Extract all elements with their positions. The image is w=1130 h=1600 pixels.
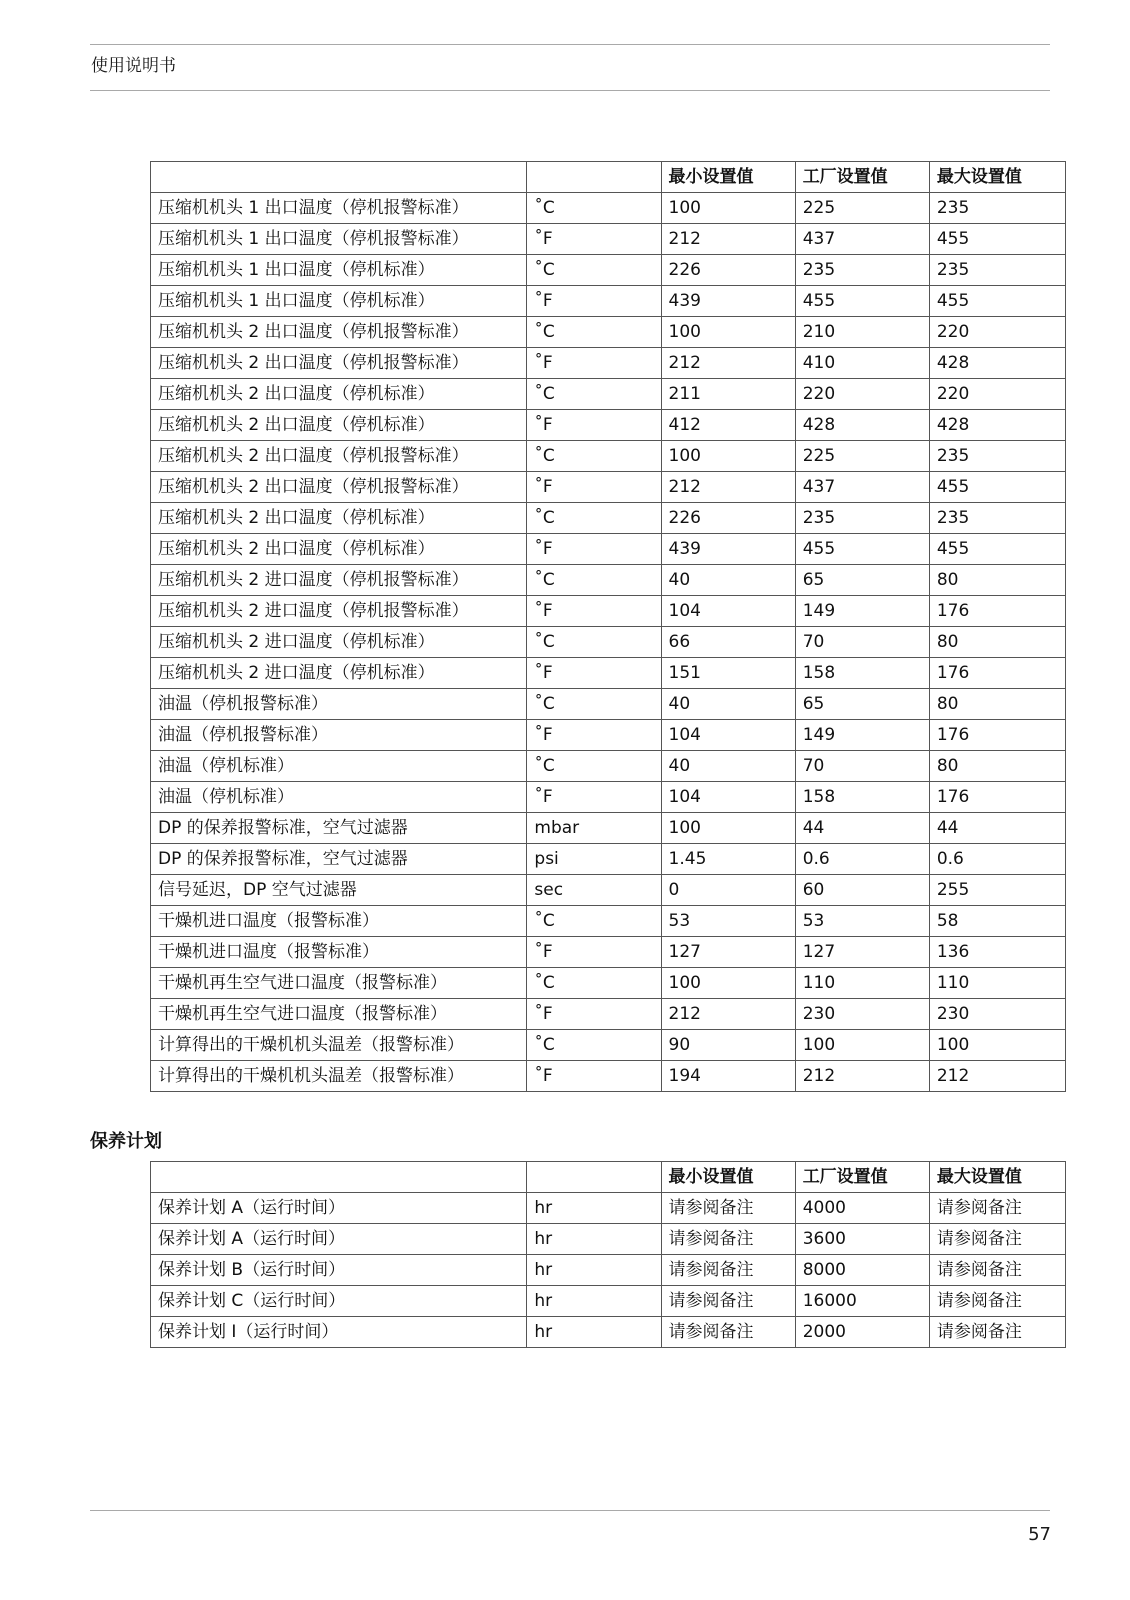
table-row: [151, 472, 1066, 503]
factory-setting-cell: 158: [795, 782, 929, 813]
min-setting-cell: 90: [661, 1030, 795, 1061]
factory-setting-cell: 410: [795, 348, 929, 379]
unit-cell: ˚F: [527, 782, 661, 813]
header-rule-top: [90, 44, 1050, 45]
param-cell: 干燥机进口温度（报警标准）: [151, 937, 527, 968]
param-cell: DP 的保养报警标准，空气过滤器: [151, 813, 527, 844]
document-header-title: 使用说明书: [91, 56, 176, 76]
max-setting-cell: 80: [929, 689, 1065, 720]
param-cell: 干燥机进口温度（报警标准）: [151, 906, 527, 937]
max-setting-cell: 176: [929, 658, 1065, 689]
max-setting-cell: 455: [929, 534, 1065, 565]
param-cell: 保养计划 B（运行时间）: [151, 1255, 527, 1286]
table-row: [151, 1193, 1066, 1224]
param-cell: 压缩机机头 2 进口温度（停机标准）: [151, 658, 527, 689]
factory-setting-cell: 149: [795, 720, 929, 751]
table-row: [151, 534, 1066, 565]
unit-cell: ˚C: [527, 968, 661, 999]
unit-cell: ˚C: [527, 627, 661, 658]
factory-setting-column-header: 工厂设置值: [795, 1162, 929, 1193]
table-row: [151, 193, 1066, 224]
unit-cell: hr: [527, 1317, 661, 1348]
param-cell: 油温（停机报警标准）: [151, 720, 527, 751]
max-setting-cell: 220: [929, 379, 1065, 410]
factory-setting-cell: 220: [795, 379, 929, 410]
param-cell: 压缩机机头 2 进口温度（停机标准）: [151, 627, 527, 658]
min-setting-cell: 100: [661, 193, 795, 224]
max-setting-cell: 428: [929, 348, 1065, 379]
limits-table-body: [151, 193, 1066, 1092]
max-setting-cell: 235: [929, 503, 1065, 534]
max-setting-cell: 80: [929, 565, 1065, 596]
min-setting-cell: 104: [661, 596, 795, 627]
min-setting-cell: 412: [661, 410, 795, 441]
min-setting-cell: 104: [661, 720, 795, 751]
factory-setting-cell: 8000: [795, 1255, 929, 1286]
table-header-row: [151, 1162, 1066, 1193]
param-cell: 压缩机机头 2 出口温度（停机标准）: [151, 379, 527, 410]
min-setting-cell: 请参阅备注: [661, 1193, 795, 1224]
table-row: [151, 875, 1066, 906]
factory-setting-cell: 212: [795, 1061, 929, 1092]
param-cell: 保养计划 A（运行时间）: [151, 1224, 527, 1255]
min-setting-cell: 100: [661, 968, 795, 999]
table-row: [151, 751, 1066, 782]
factory-setting-cell: 16000: [795, 1286, 929, 1317]
min-setting-cell: 439: [661, 534, 795, 565]
unit-cell: ˚F: [527, 596, 661, 627]
unit-column-header: [527, 1162, 661, 1193]
max-setting-cell: 80: [929, 751, 1065, 782]
param-cell: 计算得出的干燥机机头温差（报警标准）: [151, 1061, 527, 1092]
factory-setting-cell: 225: [795, 193, 929, 224]
max-setting-cell: 100: [929, 1030, 1065, 1061]
max-setting-cell: 176: [929, 720, 1065, 751]
factory-setting-cell: 455: [795, 534, 929, 565]
factory-setting-cell: 437: [795, 224, 929, 255]
max-setting-cell: 请参阅备注: [929, 1255, 1065, 1286]
table-row: [151, 503, 1066, 534]
param-cell: 压缩机机头 2 出口温度（停机标准）: [151, 410, 527, 441]
min-setting-cell: 40: [661, 689, 795, 720]
min-setting-cell: 104: [661, 782, 795, 813]
unit-cell: ˚F: [527, 348, 661, 379]
factory-setting-cell: 0.6: [795, 844, 929, 875]
table-row: [151, 565, 1066, 596]
unit-cell: ˚F: [527, 1061, 661, 1092]
header-rule-bottom: [90, 90, 1050, 91]
min-setting-cell: 226: [661, 255, 795, 286]
factory-setting-cell: 70: [795, 751, 929, 782]
footer-rule: [90, 1510, 1050, 1511]
unit-cell: ˚F: [527, 224, 661, 255]
min-setting-cell: 100: [661, 441, 795, 472]
factory-setting-cell: 158: [795, 658, 929, 689]
table-row: [151, 937, 1066, 968]
param-cell: 信号延迟，DP 空气过滤器: [151, 875, 527, 906]
max-setting-cell: 220: [929, 317, 1065, 348]
param-cell: 压缩机机头 2 进口温度（停机报警标准）: [151, 565, 527, 596]
min-setting-cell: 请参阅备注: [661, 1317, 795, 1348]
max-setting-cell: 176: [929, 596, 1065, 627]
max-setting-cell: 136: [929, 937, 1065, 968]
min-setting-cell: 151: [661, 658, 795, 689]
table-row: [151, 844, 1066, 875]
table-row: [151, 720, 1066, 751]
param-cell: 保养计划 I（运行时间）: [151, 1317, 527, 1348]
min-setting-cell: 请参阅备注: [661, 1224, 795, 1255]
max-setting-cell: 455: [929, 472, 1065, 503]
param-cell: 压缩机机头 1 出口温度（停机报警标准）: [151, 193, 527, 224]
param-cell: 油温（停机标准）: [151, 751, 527, 782]
unit-cell: ˚C: [527, 689, 661, 720]
min-setting-cell: 212: [661, 224, 795, 255]
unit-cell: ˚F: [527, 534, 661, 565]
factory-setting-cell: 100: [795, 1030, 929, 1061]
table-row: [151, 1286, 1066, 1317]
factory-setting-column-header: 工厂设置值: [795, 162, 929, 193]
param-cell: 油温（停机标准）: [151, 782, 527, 813]
factory-setting-cell: 2000: [795, 1317, 929, 1348]
table-row: [151, 689, 1066, 720]
unit-cell: ˚C: [527, 379, 661, 410]
factory-setting-cell: 235: [795, 503, 929, 534]
unit-cell: ˚F: [527, 937, 661, 968]
min-setting-cell: 211: [661, 379, 795, 410]
factory-setting-cell: 428: [795, 410, 929, 441]
param-cell: 计算得出的干燥机机头温差（报警标准）: [151, 1030, 527, 1061]
unit-cell: ˚C: [527, 503, 661, 534]
table-row: [151, 627, 1066, 658]
min-setting-cell: 请参阅备注: [661, 1255, 795, 1286]
factory-setting-cell: 53: [795, 906, 929, 937]
factory-setting-cell: 230: [795, 999, 929, 1030]
factory-setting-cell: 70: [795, 627, 929, 658]
param-cell: 压缩机机头 2 出口温度（停机报警标准）: [151, 317, 527, 348]
table-row: [151, 999, 1066, 1030]
unit-cell: ˚F: [527, 720, 661, 751]
unit-cell: mbar: [527, 813, 661, 844]
min-setting-cell: 194: [661, 1061, 795, 1092]
min-setting-cell: 439: [661, 286, 795, 317]
max-setting-cell: 428: [929, 410, 1065, 441]
service-plan-heading: 保养计划: [90, 1131, 162, 1152]
min-setting-cell: 0: [661, 875, 795, 906]
max-setting-cell: 176: [929, 782, 1065, 813]
max-setting-cell: 44: [929, 813, 1065, 844]
table-row: [151, 782, 1066, 813]
factory-setting-cell: 3600: [795, 1224, 929, 1255]
table-row: [151, 224, 1066, 255]
table-row: [151, 286, 1066, 317]
param-cell: 干燥机再生空气进口温度（报警标准）: [151, 999, 527, 1030]
table-row: [151, 317, 1066, 348]
max-setting-cell: 58: [929, 906, 1065, 937]
min-setting-cell: 请参阅备注: [661, 1286, 795, 1317]
table-header-row: [151, 162, 1066, 193]
max-setting-cell: 80: [929, 627, 1065, 658]
min-setting-cell: 212: [661, 999, 795, 1030]
param-cell: 压缩机机头 1 出口温度（停机标准）: [151, 255, 527, 286]
max-setting-cell: 230: [929, 999, 1065, 1030]
unit-column-header: [527, 162, 661, 193]
unit-cell: ˚C: [527, 317, 661, 348]
max-setting-cell: 请参阅备注: [929, 1317, 1065, 1348]
factory-setting-cell: 4000: [795, 1193, 929, 1224]
max-setting-cell: 235: [929, 193, 1065, 224]
min-setting-cell: 100: [661, 813, 795, 844]
unit-cell: ˚C: [527, 193, 661, 224]
min-setting-cell: 66: [661, 627, 795, 658]
max-setting-cell: 235: [929, 441, 1065, 472]
param-column-header: [151, 1162, 527, 1193]
unit-cell: hr: [527, 1193, 661, 1224]
table-row: [151, 906, 1066, 937]
max-setting-cell: 请参阅备注: [929, 1193, 1065, 1224]
param-cell: 压缩机机头 2 出口温度（停机报警标准）: [151, 472, 527, 503]
min-setting-column-header: 最小设置值: [661, 162, 795, 193]
table-row: [151, 1061, 1066, 1092]
temperature-limits-table: [150, 161, 1066, 1092]
unit-cell: ˚F: [527, 472, 661, 503]
unit-cell: ˚C: [527, 906, 661, 937]
max-setting-cell: 255: [929, 875, 1065, 906]
factory-setting-cell: 44: [795, 813, 929, 844]
table-row: [151, 441, 1066, 472]
param-cell: 保养计划 C（运行时间）: [151, 1286, 527, 1317]
param-cell: DP 的保养报警标准，空气过滤器: [151, 844, 527, 875]
unit-cell: ˚C: [527, 565, 661, 596]
max-setting-cell: 0.6: [929, 844, 1065, 875]
max-setting-cell: 110: [929, 968, 1065, 999]
unit-cell: hr: [527, 1224, 661, 1255]
min-setting-cell: 127: [661, 937, 795, 968]
max-setting-cell: 235: [929, 255, 1065, 286]
param-cell: 油温（停机报警标准）: [151, 689, 527, 720]
service-plan-table: [150, 1161, 1066, 1348]
factory-setting-cell: 65: [795, 565, 929, 596]
page-number: 57: [1028, 1524, 1051, 1545]
min-setting-cell: 40: [661, 565, 795, 596]
factory-setting-cell: 110: [795, 968, 929, 999]
table-row: [151, 1224, 1066, 1255]
unit-cell: ˚C: [527, 255, 661, 286]
table-row: [151, 658, 1066, 689]
max-setting-cell: 请参阅备注: [929, 1224, 1065, 1255]
min-setting-cell: 212: [661, 472, 795, 503]
table-row: [151, 813, 1066, 844]
unit-cell: ˚F: [527, 286, 661, 317]
max-setting-cell: 请参阅备注: [929, 1286, 1065, 1317]
factory-setting-cell: 210: [795, 317, 929, 348]
param-cell: 压缩机机头 2 出口温度（停机标准）: [151, 503, 527, 534]
table-row: [151, 968, 1066, 999]
unit-cell: sec: [527, 875, 661, 906]
factory-setting-cell: 65: [795, 689, 929, 720]
min-setting-cell: 1.45: [661, 844, 795, 875]
param-column-header: [151, 162, 527, 193]
min-setting-column-header: 最小设置值: [661, 1162, 795, 1193]
table-row: [151, 255, 1066, 286]
table-row: [151, 410, 1066, 441]
unit-cell: hr: [527, 1286, 661, 1317]
param-cell: 压缩机机头 2 出口温度（停机标准）: [151, 534, 527, 565]
min-setting-cell: 40: [661, 751, 795, 782]
param-cell: 压缩机机头 2 出口温度（停机报警标准）: [151, 348, 527, 379]
unit-cell: ˚C: [527, 1030, 661, 1061]
min-setting-cell: 53: [661, 906, 795, 937]
param-cell: 压缩机机头 2 进口温度（停机报警标准）: [151, 596, 527, 627]
factory-setting-cell: 437: [795, 472, 929, 503]
unit-cell: ˚F: [527, 658, 661, 689]
unit-cell: ˚F: [527, 410, 661, 441]
table-row: [151, 1030, 1066, 1061]
service-table-body: [151, 1193, 1066, 1348]
factory-setting-cell: 235: [795, 255, 929, 286]
factory-setting-cell: 60: [795, 875, 929, 906]
param-cell: 压缩机机头 1 出口温度（停机报警标准）: [151, 224, 527, 255]
max-setting-column-header: 最大设置值: [929, 162, 1065, 193]
max-setting-column-header: 最大设置值: [929, 1162, 1065, 1193]
unit-cell: psi: [527, 844, 661, 875]
min-setting-cell: 226: [661, 503, 795, 534]
factory-setting-cell: 127: [795, 937, 929, 968]
factory-setting-cell: 149: [795, 596, 929, 627]
factory-setting-cell: 455: [795, 286, 929, 317]
max-setting-cell: 212: [929, 1061, 1065, 1092]
table-row: [151, 379, 1066, 410]
param-cell: 保养计划 A（运行时间）: [151, 1193, 527, 1224]
table-row: [151, 1317, 1066, 1348]
param-cell: 压缩机机头 1 出口温度（停机标准）: [151, 286, 527, 317]
table-row: [151, 348, 1066, 379]
unit-cell: ˚C: [527, 751, 661, 782]
table-row: [151, 1255, 1066, 1286]
max-setting-cell: 455: [929, 286, 1065, 317]
unit-cell: ˚C: [527, 441, 661, 472]
min-setting-cell: 212: [661, 348, 795, 379]
min-setting-cell: 100: [661, 317, 795, 348]
table-row: [151, 596, 1066, 627]
factory-setting-cell: 225: [795, 441, 929, 472]
param-cell: 干燥机再生空气进口温度（报警标准）: [151, 968, 527, 999]
max-setting-cell: 455: [929, 224, 1065, 255]
unit-cell: ˚F: [527, 999, 661, 1030]
param-cell: 压缩机机头 2 出口温度（停机报警标准）: [151, 441, 527, 472]
unit-cell: hr: [527, 1255, 661, 1286]
